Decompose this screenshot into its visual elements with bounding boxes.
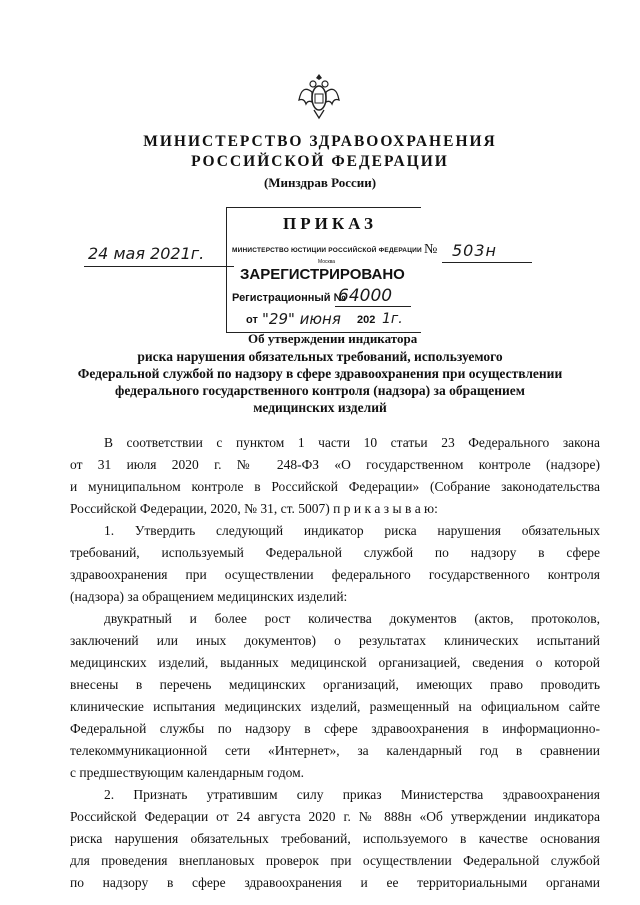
- stamp-city: Москва: [318, 259, 336, 265]
- body-line-2: от 31 июля 2020 г. № 248-ФЗ «О государственном контроле (надзоре): [70, 457, 600, 472]
- body-line-7: здравоохранения при осуществлении федерального государственного контроля: [70, 567, 600, 582]
- body-line-10: заключений или иных документов) о результатах клинических испытаний: [70, 633, 600, 648]
- body-line-5: 1. Утвердить следующий индикатор риска нарушения обязательных: [104, 523, 600, 538]
- order-number: 503н: [452, 241, 497, 260]
- stamp-date: "29" июня: [262, 310, 341, 328]
- stamp-reg-label: Регистрационный №: [232, 292, 346, 304]
- stamp-year: 1г.: [382, 311, 403, 327]
- title-line-1: Об утверждении индикатора: [248, 331, 418, 346]
- body-line-4: Российской Федерации, 2020, № 31, ст. 5007) п р и к а з ы в а ю:: [70, 501, 438, 516]
- body-line-8: (надзора) за обращением медицинских изделий:: [70, 589, 348, 604]
- body-line-3: и муниципальном контроле в Российской Федерации» (Собрание законодательства: [70, 479, 600, 494]
- body-line-6: требований, используемый Федеральной службой по надзору в сфере: [70, 545, 600, 560]
- body-line-16: с предшествующим календарным годом.: [70, 765, 305, 780]
- order-number-label: №: [424, 242, 438, 257]
- body-line-1: В соответствии с пунктом 1 части 10 статьи 23 Федерального закона: [104, 435, 600, 450]
- title-line-2: риска нарушения обязательных требований, используемого: [137, 349, 503, 364]
- title-line-4: федерального государственного контроля (надзора) за обращением: [115, 383, 525, 398]
- title-line-3: Федеральной службой по надзору в сфере здравоохранения при осуществлении: [77, 366, 563, 381]
- body-line-15: телекоммуникационной сети «Интернет», за календарный год в сравнении: [70, 743, 600, 758]
- body-line-18: Российской Федерации от 24 августа 2020 г. № 888н «Об утверждении индикатора: [70, 809, 600, 824]
- body-line-11: медицинских изделий, выданных медицинской организацией, сведения о которой: [70, 655, 600, 670]
- body-line-14: Федеральной службы по надзору в сфере здравоохранения в информационно-: [70, 721, 600, 736]
- body-line-19: риска нарушения обязательных требований, используемого в качестве основания: [70, 831, 600, 846]
- body-line-20: для проведения внеплановых проверок при осуществлении Федеральной службой: [70, 853, 600, 868]
- stamp-reg-number: 64000: [338, 286, 393, 306]
- ministry-short-name: (Минздрав России): [263, 175, 377, 190]
- body-line-17: 2. Признать утратившим силу приказ Министерства здравоохранения: [104, 787, 600, 802]
- number-underline: [442, 262, 532, 263]
- body-line-9: двукратный и более рост количества документов (актов, протоколов,: [104, 611, 600, 626]
- coat-of-arms-emblem: [296, 70, 342, 122]
- stamp-registered: ЗАРЕГИСТРИРОВАНО: [240, 266, 405, 283]
- ministry-name-line1: МИНИСТЕРСТВО ЗДРАВООХРАНЕНИЯ: [143, 133, 497, 150]
- ministry-name-line2: РОССИЙСКОЙ ФЕДЕРАЦИИ: [191, 153, 449, 170]
- body-line-21: по надзору в сфере здравоохранения и ее территориальными органами: [70, 875, 600, 890]
- order-date: 24 мая 2021г.: [88, 244, 205, 263]
- stamp-year-prefix: 202: [357, 314, 376, 326]
- stamp-date-prefix: от: [246, 314, 258, 326]
- stamp-ministry: МИНИСТЕРСТВО ЮСТИЦИИ РОССИЙСКОЙ ФЕДЕРАЦИИ: [232, 247, 422, 254]
- body-line-12: внесены в перечень медицинских организаций, имеющих право проводить: [70, 677, 600, 692]
- date-underline: [84, 266, 234, 267]
- title-line-5: медицинских изделий: [253, 400, 387, 415]
- body-line-13: клинические испытания медицинских изделий, размещенный на официальном сайте: [70, 699, 600, 714]
- stamp-reg-underline: [335, 306, 411, 307]
- order-heading: ПРИКАЗ: [283, 214, 377, 233]
